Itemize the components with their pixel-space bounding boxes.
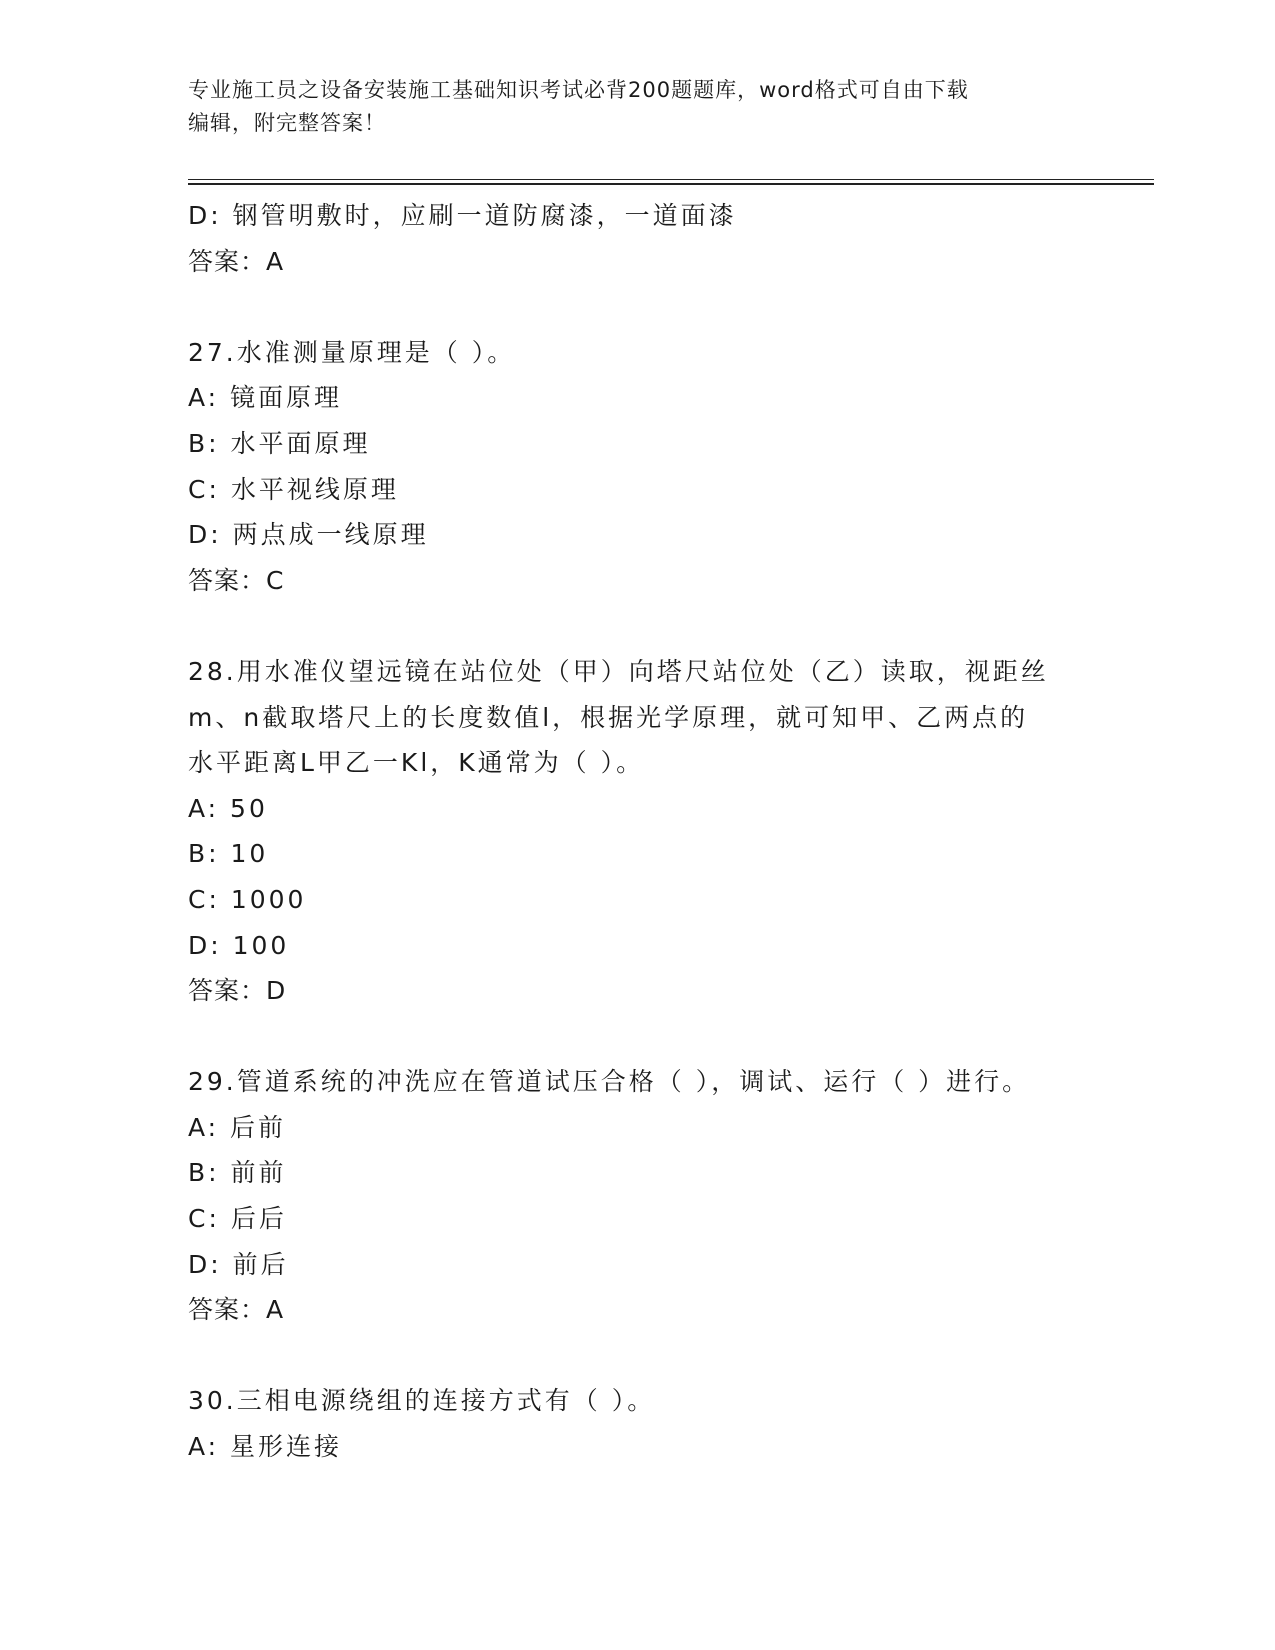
- option-c: C: 后后: [188, 1204, 287, 1234]
- question-title: 28.用水准仪望远镜在站位处（甲）向塔尺站位处（乙）读取，视距丝: [188, 656, 1049, 686]
- answer-line: 答案：A: [188, 246, 285, 276]
- option-b: B: 10: [188, 839, 269, 869]
- option-a: A: 50: [188, 793, 268, 823]
- answer-line: 答案：A: [188, 1295, 285, 1325]
- option-b: B: 前前: [188, 1158, 287, 1188]
- option-d: D: 钢管明敷时，应刷一道防腐漆，一道面漆: [188, 201, 737, 230]
- option-c: C: 水平视线原理: [188, 474, 399, 504]
- question-content: [188, 193, 1088, 1470]
- header-line-2: 编辑，附完整答案！: [188, 111, 386, 135]
- question-title-cont: m、n截取塔尺上的长度数值l，根据光学原理，就可知甲、乙两点的: [188, 702, 1029, 732]
- question-title: 29.管道系统的冲洗应在管道试压合格（ ），调试、运行（ ）进行。: [188, 1067, 1031, 1097]
- answer-line: 答案：D: [188, 976, 287, 1006]
- option-d: D: 100: [188, 930, 290, 960]
- question-title: 30.三相电源绕组的连接方式有（ ）。: [188, 1386, 656, 1416]
- option-a: A: 星形连接: [188, 1432, 343, 1462]
- question-title-cont: 水平距离L甲乙一Kl，K通常为（ ）。: [188, 748, 645, 778]
- header-line-1: 专业施工员之设备安装施工基础知识考试必背200题题库，word格式可自由下载: [188, 78, 969, 102]
- option-c: C: 1000: [188, 884, 307, 914]
- option-d: D: 两点成一线原理: [188, 520, 429, 550]
- document-header: [188, 74, 1088, 140]
- header-divider-thick: [188, 183, 1154, 185]
- answer-line: 答案：C: [188, 565, 285, 595]
- header-divider-thin: [188, 179, 1154, 180]
- question-title: 27.水准测量原理是（ ）。: [188, 337, 516, 367]
- option-a: A: 镜面原理: [188, 383, 343, 413]
- option-a: A: 后前: [188, 1112, 287, 1142]
- option-b: B: 水平面原理: [188, 428, 371, 458]
- option-d: D: 前后: [188, 1249, 289, 1279]
